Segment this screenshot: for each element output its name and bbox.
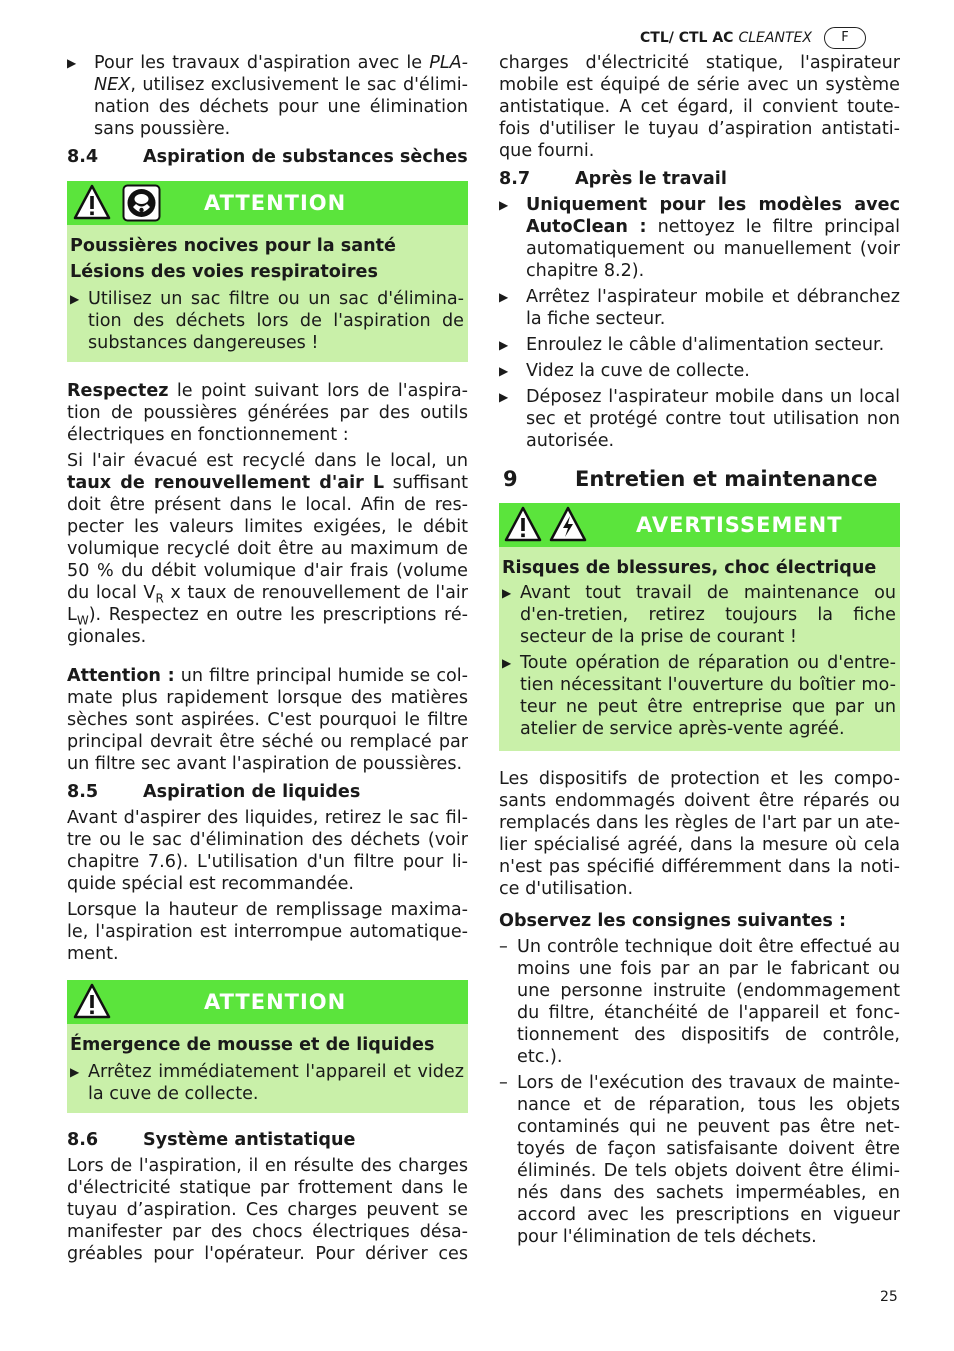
list-item xyxy=(70,1061,464,1105)
right-column xyxy=(499,52,900,1248)
play-triangle-icon: ▶ xyxy=(502,656,512,670)
play-triangle-icon: ▶ xyxy=(502,586,512,600)
paragraph: Attention : un filtre principal humide se col-mate plus rapidement lorsque des matières sèches sont aspirées. C'est pourquoi le filtre principal devrait être séché ou remplacé par un filtre sec avant l'aspiration de poussières. xyxy=(67,666,468,774)
paragraph: Lors de l'aspiration, il en résulte des charges d'électricité statique par frottement dans le tuyau d’aspiration. Ces charges peuvent se manifester par des chocs électriques désa-gréables pour l'opérateur. Pour dériver ces xyxy=(67,1156,468,1264)
list-item xyxy=(70,288,464,354)
warning-triangle-icon xyxy=(72,982,112,1020)
paragraph: Les dispositifs de protection et les compo-sants endommagés doivent être réparés ou remplacés dans les règles de l'art par un ate-lier spécialisé agréé, dans la mesure où cela n'est pas spécifié différemment dans la noti-ce d'utilisation. xyxy=(499,769,900,899)
play-triangle-icon: ▶ xyxy=(70,1065,80,1079)
list-item xyxy=(499,936,900,1068)
instructions-heading: Observez les consignes suivantes : xyxy=(499,911,847,931)
list-item-text: Uniquement pour les modèles avec AutoClean : nettoyez le filtre principal automatiquement ou manuellement (voir chapitre 8.2). xyxy=(526,195,901,281)
left-column xyxy=(67,52,468,1265)
list-item-text: Lors de l'exécution des travaux de mainte-nance et de réparation, tous les objets contaminés qui ne peuvent pas être net-toyés de façon satisfaisante doivent être éliminés. De tels objets doivent être élimi-nés dans des sachets imperméables, en accord avec les prescriptions en vigueur pour l'élimination de tels déchets. xyxy=(517,1073,900,1247)
hazard-subtitle: Lésions des voies respiratoires xyxy=(70,262,378,282)
play-triangle-icon: ▶ xyxy=(499,364,509,378)
play-triangle-icon: ▶ xyxy=(70,292,80,306)
warning-triangle-icon xyxy=(72,183,112,221)
play-triangle-icon: ▶ xyxy=(499,338,509,352)
list-item xyxy=(499,334,900,356)
list-item xyxy=(499,1072,900,1248)
paragraph: Avant d'aspirer des liquides, retirez le sac fil-tre ou le sac d'élimination des déchets (voir chapitre 7.6). L'utilisation d'un filtre pour li-quide spécial est recommandée. xyxy=(67,808,468,894)
chapter-heading-9: 9 Entretien et maintenance xyxy=(503,467,878,491)
attention-box-dust xyxy=(67,181,468,362)
header-model: CTL/ CTL AC xyxy=(640,30,734,46)
hazard-title: Risques de blessures, choc électrique xyxy=(502,558,877,578)
attention-box-header xyxy=(67,181,468,225)
attention-box-foam xyxy=(67,980,468,1113)
list-item-text: Utilisez un sac filtre ou un sac d'élimina-tion des déchets lors de l'aspiration de substances dangereuses ! xyxy=(88,289,464,353)
language-badge: F xyxy=(824,27,866,49)
attention-label: ATTENTION xyxy=(204,191,347,215)
list-item-text: Videz la cuve de collecte. xyxy=(526,361,750,381)
list-item xyxy=(499,194,900,282)
attention-box-body xyxy=(67,1024,468,1111)
play-triangle-icon: ▶ xyxy=(499,198,509,212)
list-item-text: Arrêtez l'aspirateur mobile et débranchez la fiche secteur. xyxy=(526,287,900,329)
attention-box-body xyxy=(67,225,468,360)
list-item xyxy=(502,582,896,648)
paragraph: Lorsque la hauteur de remplissage maxima-le, l'aspiration est interrompue automatique-ment. xyxy=(67,900,468,964)
section-heading-8-6: 8.6 Système antistatique xyxy=(67,1130,356,1150)
attention-label: ATTENTION xyxy=(204,990,347,1014)
list-item-text: Arrêtez immédiatement l'appareil et videz la cuve de collecte. xyxy=(88,1062,464,1104)
play-triangle-icon: ▶ xyxy=(499,390,509,404)
warning-triangle-icon xyxy=(503,505,543,543)
electric-shock-icon xyxy=(548,505,588,543)
dash-marker: – xyxy=(499,1073,508,1093)
list-item xyxy=(499,386,900,452)
respirator-mask-icon xyxy=(122,184,161,222)
header-brand: CLEANTEX xyxy=(738,30,812,46)
list-item-text: Toute opération de réparation ou d'entre-tien nécessitant l'ouverture du boîtier mo-teur ne peut être entreprise que par un atelier de service après-vente agréé. xyxy=(520,653,896,739)
warning-label: AVERTISSEMENT xyxy=(636,513,843,537)
section-heading-8-7: 8.7 Après le travail xyxy=(499,169,727,189)
list-item xyxy=(499,360,900,382)
section-heading-8-4: 8.4 Aspiration de substances sèches xyxy=(67,147,468,167)
play-triangle-icon: ▶ xyxy=(67,56,77,70)
hazard-title: Poussières nocives pour la santé xyxy=(70,236,396,256)
list-item-text: Pour les travaux d'aspiration avec le PLA-NEX, utilisez exclusivement le sac d'élimi-nation des déchets pour une élimination sans poussière. xyxy=(94,53,468,139)
list-item-text: Déposez l'aspirateur mobile dans un local sec et protégé contre tout utilisation non autorisée. xyxy=(526,387,900,451)
list-item xyxy=(502,652,896,740)
list-item-text: Avant tout travail de maintenance ou d'en-tretien, retirez toujours la fiche secteur de la prise de courant ! xyxy=(520,583,896,647)
running-header xyxy=(640,26,866,50)
play-triangle-icon: ▶ xyxy=(499,290,509,304)
paragraph: Si l'air évacué est recyclé dans le local, un taux de renouvellement d'air L suffisant doit être présent dans le local. Afin de res-pecter les valeurs limites exigées, le débit volumique recyclé doit être au maximum de 50 % du débit volumique d'air frais (volume du local $V_R$ x taux de renouvellement de l'air $L_W$). Respectez en outre les prescriptions ré-gionales. xyxy=(67,451,468,647)
dash-marker: – xyxy=(499,937,508,957)
warning-box-header xyxy=(499,503,900,547)
attention-box-header xyxy=(67,980,468,1024)
paragraph: Respectez le point suivant lors de l'aspira-tion de poussières générées par des outils électriques en fonctionnement : xyxy=(67,381,468,445)
list-item xyxy=(67,52,468,140)
paragraph: charges d'électricité statique, l'aspirateur mobile est équipé de série avec un système antistatique. A cet égard, il convient toute-fois d'utiliser le tuyau d’aspiration antistati-que fourni. xyxy=(499,53,900,161)
list-item xyxy=(499,286,900,330)
page-number: 25 xyxy=(880,1289,898,1305)
hazard-title: Émergence de mousse et de liquides xyxy=(70,1035,435,1055)
warning-box-electric xyxy=(499,503,900,751)
list-item-text: Un contrôle technique doit être effectué au moins une fois par an par le fabricant ou une personne instruite (endommagement du filtre, étanchéité de l'appareil et fonc-tionnement des dispositifs de contrôle, etc.). xyxy=(517,937,900,1067)
list-item-text: Enroulez le câble d'alimentation secteur. xyxy=(526,335,885,355)
section-heading-8-5: 8.5 Aspiration de liquides xyxy=(67,782,361,802)
warning-box-body xyxy=(499,547,900,746)
